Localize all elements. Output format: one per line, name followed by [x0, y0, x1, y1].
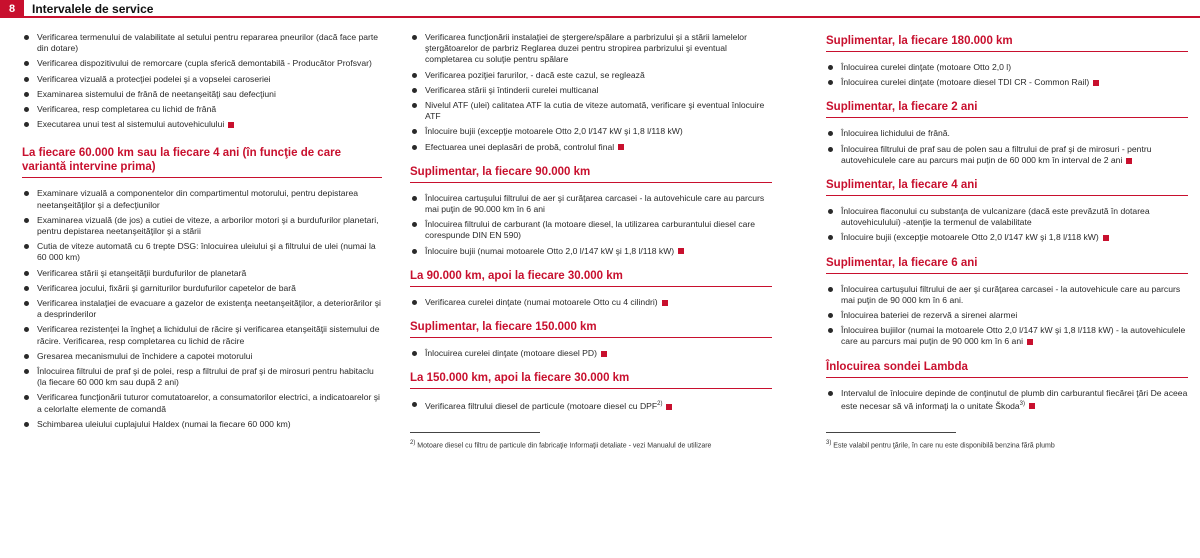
list-item-text: Verificarea stării şi etanşeităţii burdufurilor de planetară [37, 267, 247, 278]
footnote-3 [826, 439, 1188, 450]
list-item [22, 58, 382, 69]
list-150000-30000 [410, 399, 772, 412]
bullet-icon [24, 301, 29, 306]
bullet-icon [412, 103, 417, 108]
section-heading-4-years: Suplimentar, la fiecare 4 ani [826, 178, 1188, 196]
bullet-icon [24, 271, 29, 276]
list-item-text: Verificarea, resp completarea cu lichid de frână [37, 104, 217, 115]
list-item-text: Înlocuirea cartuşului filtrului de aer şi curăţarea carcasei - la autovehicule care au parcurs mai puţin de 90.000 km în 6 ani [425, 192, 765, 215]
list-item [410, 348, 772, 359]
section-heading-lambda: Înlocuirea sondei Lambda [826, 360, 1188, 378]
section-end-icon [1027, 339, 1033, 345]
column-3 [826, 32, 1188, 450]
list-item [410, 246, 772, 257]
list-item [410, 399, 772, 412]
section-heading-90000: Suplimentar, la fiecare 90.000 km [410, 165, 772, 183]
bullet-icon [24, 191, 29, 196]
list-item [410, 219, 772, 241]
page-title: Intervalele de service [32, 2, 154, 16]
list-item-text: Gresarea mecanismului de închidere a capotei motorului [37, 350, 253, 361]
list-continued-checks [410, 32, 772, 153]
bullet-icon [24, 218, 29, 223]
list-item [410, 32, 772, 66]
bullet-icon [24, 92, 29, 97]
bullet-icon [828, 131, 833, 136]
section-end-icon [666, 404, 672, 410]
list-item [22, 298, 382, 320]
list-item-text: Executarea unui test al sistemului autovehiculului [37, 119, 225, 130]
footnote-ref: 2) [657, 401, 663, 408]
bullet-icon [24, 354, 29, 359]
list-item-text: Verificarea jocului, fixării şi garniturilor burdufurilor capetelor de bară [37, 282, 296, 293]
list-item-text: Înlocuirea curelei dinţate (motoare diesel TDI CR - Common Rail) [841, 77, 1090, 88]
list-item-text: Verificarea dispozitivului de remorcare (cupla sferică demontabilă - Producător Profsvar) [37, 58, 372, 69]
list-item-text: Înlocuirea lichidului de frână. [841, 128, 950, 139]
bullet-icon [24, 35, 29, 40]
list-item [22, 188, 382, 210]
list-item [22, 74, 382, 85]
bullet-icon [412, 88, 417, 93]
list-item [410, 297, 772, 308]
bullet-icon [412, 196, 417, 201]
section-heading-60000: La fiecare 60.000 km sau la fiecare 4 ani (în funcţie de care variantă intervine prima) [22, 146, 382, 178]
bullet-icon [412, 351, 417, 356]
bullet-icon [828, 287, 833, 292]
footnote-number: 3) [826, 439, 832, 446]
list-item [22, 324, 382, 346]
section-heading-90000-30000: La 90.000 km, apoi la fiecare 30.000 km [410, 269, 772, 287]
footnote-text: Este valabil pentru ţările, în care nu este disponibilă benzina fără plumb [833, 442, 1055, 450]
bullet-icon [24, 395, 29, 400]
list-item [826, 388, 1188, 412]
list-item [826, 144, 1188, 166]
list-item [826, 77, 1188, 88]
list-item-text: Înlocuirea bujiilor (numai la motoarele Otto 2,0 l/147 kW şi 1,8 l/118 kW) - la autovehiculele care au parcurs mai puţin de 90 000 km în 6 ani [841, 325, 1186, 347]
bullet-icon [828, 80, 833, 85]
list-item [826, 310, 1188, 321]
list-lambda [826, 388, 1188, 412]
bullet-icon [828, 235, 833, 240]
section-end-icon [618, 144, 624, 150]
bullet-icon [24, 107, 29, 112]
list-item [410, 126, 772, 137]
footnote-number: 2) [410, 440, 416, 447]
footnote-divider [826, 432, 956, 433]
list-item [826, 206, 1188, 228]
list-item [826, 284, 1188, 306]
bullet-icon [828, 313, 833, 318]
list-item-text: Nivelul ATF (ulei) calitatea ATF la cutia de viteze automată, verificare şi eventual înlocuire ATF [425, 100, 765, 122]
bullet-icon [412, 222, 417, 227]
list-item [410, 193, 772, 215]
bullet-icon [828, 391, 833, 396]
bullet-icon [412, 300, 417, 305]
list-item [826, 325, 1188, 347]
bullet-icon [828, 328, 833, 333]
section-end-icon [1126, 158, 1132, 164]
list-item [22, 283, 382, 294]
list-6-years [826, 284, 1188, 348]
section-end-icon [1103, 235, 1109, 241]
list-item [22, 215, 382, 237]
list-item-text: Înlocuirea curelei dinţate (motoare Otto 2,0 l) [841, 62, 1012, 72]
list-item-text: Înlocuire bujii (excepţie motoarele Otto 2,0 l/147 kW şi 1,8 l/118 kW) [841, 232, 1099, 243]
bullet-icon [24, 327, 29, 332]
section-end-icon [1029, 403, 1035, 409]
list-item [22, 104, 382, 115]
list-item [22, 32, 382, 54]
bullet-icon [412, 73, 417, 78]
list-item-text: Verificarea vizuală a protecţiei podelei şi a vopselei caroseriei [37, 73, 271, 84]
list-item [22, 392, 382, 414]
footnote-text: Motoare diesel cu filtru de particule din fabricaţie Informaţii detaliate - vezi Manualul de utilizare [417, 442, 712, 450]
list-item-text: Verificarea curelei dinţate (numai motoarele Otto cu 4 cilindri) [425, 296, 658, 307]
section-heading-180000: Suplimentar, la fiecare 180.000 km [826, 34, 1188, 52]
list-item-text: Examinarea vizuală (de jos) a cutiei de viteze, a arborilor motori şi a burdufurilor planetari, pentru depistarea neetanşeităţilor şi a stării [37, 214, 379, 237]
footnote-divider [410, 432, 540, 433]
bullet-icon [24, 286, 29, 291]
list-item [410, 100, 772, 122]
list-item-text: Verificarea filtrului diesel de particule (motoare diesel cu DPF [425, 401, 658, 412]
bullet-icon [24, 61, 29, 66]
list-item-text: Verificarea instalaţiei de evacuare a gazelor de existenţa neetanşeităţilor, a deteriorărilor şi a desprinderilor [37, 298, 381, 320]
list-item [410, 142, 772, 153]
list-item [410, 70, 772, 81]
list-item [410, 85, 772, 96]
list-item [826, 232, 1188, 243]
list-item-text: Înlocuirea filtrului de praf sau de polen sau a filtrului de praf şi de mirosuri - pentru autovehiculele care au parcurs mai puţin de 60 000 km în interval de 2 ani [841, 143, 1152, 165]
list-item-text: Cutia de viteze automată cu 6 trepte DSG: înlocuirea uleiului şi a filtrului de ulei (numai la 60 000 km) [37, 241, 376, 263]
list-4-years [826, 206, 1188, 244]
list-150000 [410, 348, 772, 359]
section-heading-150000: Suplimentar, la fiecare 150.000 km [410, 320, 772, 338]
list-item-text: Schimbarea uleiului cuplajului Haldex (numai la fiecare 60 000 km) [37, 418, 291, 429]
bullet-icon [24, 122, 29, 127]
page-header [0, 0, 1200, 18]
column-2 [410, 32, 772, 451]
list-2-years [826, 128, 1188, 166]
list-item-text: Înlocuirea cartuşului filtrului de aer şi curăţarea carcasei - la autovehicule care au parcurs mai puţin de 90 000 km în 6 ani. [841, 283, 1181, 305]
list-general-checks [22, 32, 382, 130]
bullet-icon [828, 147, 833, 152]
bullet-icon [412, 402, 417, 407]
bullet-icon [828, 65, 833, 70]
section-end-icon [1093, 80, 1099, 86]
list-item-text: Înlocuirea flaconului cu substanţa de vulcanizare (dacă este prevăzută în dotarea autovehiculului) -atenţie la termenul de valabilitate [841, 206, 1150, 228]
list-item [22, 268, 382, 279]
footnote-ref: 3) [1019, 400, 1026, 407]
bullet-icon [412, 35, 417, 40]
page-number: 8 [0, 0, 24, 18]
list-item-text: Efectuarea unei deplasări de probă, controlul final [425, 141, 615, 152]
list-180000 [826, 62, 1188, 88]
section-heading-150000-30000: La 150.000 km, apoi la fiecare 30.000 km [410, 371, 772, 389]
bullet-icon [24, 244, 29, 249]
list-item [826, 128, 1188, 139]
section-end-icon [662, 300, 668, 306]
bullet-icon [24, 422, 29, 427]
list-item [22, 366, 382, 388]
list-item-text: Verificarea poziţiei farurilor, - dacă este cazul, se reglează [425, 69, 645, 80]
list-item-text: Înlocuirea filtrului de praf şi de polei, resp a filtrului de praf şi de mirosuri pentru habitaclu (la fiecare 60 000 km sau după 2 ani) [37, 366, 374, 388]
bullet-icon [412, 145, 417, 150]
list-item-text: Examinarea sistemului de frână de neetanşeităţi sau defecţiuni [37, 88, 276, 99]
list-item-text: Înlocuire bujii (excepţie motoarele Otto 2,0 l/147 kW şi 1,8 l/118 kW) [425, 126, 683, 137]
bullet-icon [412, 129, 417, 134]
list-item-text: Înlocuirea curelei dinţate (motoare diesel PD) [425, 348, 597, 359]
section-end-icon [601, 351, 607, 357]
section-end-icon [678, 248, 684, 254]
list-item-text: Verificarea rezistenţei la îngheţ a lichidului de răcire şi verificarea etanşeităţii sistemului de răcire. Verificarea, resp completarea cu lichid de răcire [37, 324, 380, 346]
list-90000 [410, 193, 772, 257]
list-item-text: Examinare vizuală a componentelor din compartimentul motorului, pentru depistarea neetanşeităţilor şi a defecţiunilor [37, 188, 359, 210]
list-item [22, 241, 382, 263]
list-item [22, 89, 382, 100]
bullet-icon [24, 77, 29, 82]
list-item [22, 351, 382, 362]
list-item-text: Verificarea termenului de valabilitate al setului pentru repararea pneurilor (dacă face parte din dotare) [37, 32, 379, 54]
list-item [22, 419, 382, 430]
section-heading-2-years: Suplimentar, la fiecare 2 ani [826, 100, 1188, 118]
bullet-icon [828, 209, 833, 214]
list-item-text: Intervalul de înlocuire depinde de conţinutul de plumb din carburantul fiecărei ţări De aceea este necesar să vă informaţi la o unitate Škoda [841, 387, 1188, 411]
list-item-text: Verificarea stării şi întinderii curelei multicanal [425, 84, 599, 95]
list-item [826, 62, 1188, 73]
list-90000-30000 [410, 297, 772, 308]
section-end-icon [228, 122, 234, 128]
bullet-icon [412, 249, 417, 254]
list-item-text: Înlocuire bujii (numai motoarele Otto 2,0 l/147 kW şi 1,8 l/118 kW) [425, 245, 675, 256]
section-heading-6-years: Suplimentar, la fiecare 6 ani [826, 256, 1188, 274]
list-item [22, 119, 382, 130]
column-1 [22, 32, 382, 434]
list-item-text: Înlocuirea filtrului de carburant (la motoare diesel, la utilizarea carburantului diesel care corespunde DIN EN 590) [425, 219, 756, 241]
footnote-2 [410, 439, 772, 450]
list-item-text: Înlocuirea bateriei de rezervă a sirenei alarmei [841, 310, 1018, 321]
list-item-text: Verificarea funcţionării tuturor comutatoarelor, a consumatorilor electrici, a indicatoarelor şi a celorlalte elemente de comandă [37, 392, 380, 414]
list-60000 [22, 188, 382, 430]
bullet-icon [24, 369, 29, 374]
list-item-text: Verificarea funcţionării instalaţiei de ştergere/spălare a parbrizului şi a stării lamelelor ştergătoarelor de parbriz Reglarea duzei pentru stropirea parbrizului şi eventual completarea cu soluţie pentru spălare [425, 32, 747, 65]
